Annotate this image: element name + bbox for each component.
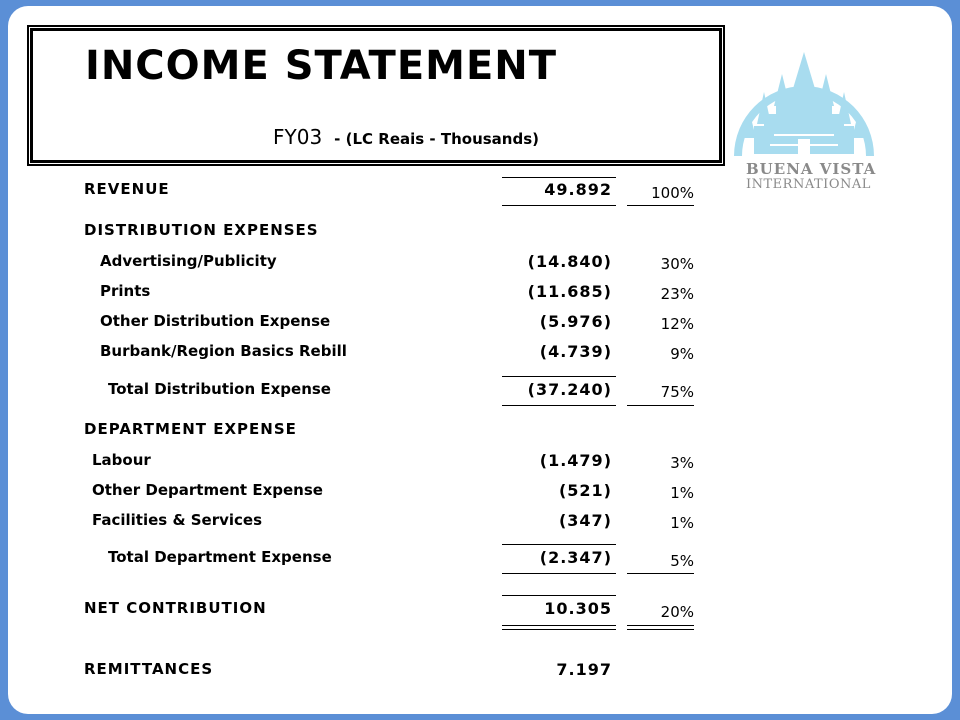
units-note: - (LC Reais - Thousands)	[334, 130, 539, 148]
row-amount-other-distribution: (5.976)	[539, 312, 612, 331]
row-amount-advertising: (14.840)	[527, 252, 612, 271]
row-amount-labour: (1.479)	[539, 451, 612, 470]
row-amount-net-contribution: 10.305	[544, 599, 612, 618]
double-rule	[627, 625, 694, 630]
row-label-total-distribution: Total Distribution Expense	[108, 380, 331, 398]
row-pct-prints: 23%	[660, 285, 694, 303]
row-label-burbank: Burbank/Region Basics Rebill	[100, 342, 347, 360]
row-pct-burbank: 9%	[670, 345, 694, 363]
rule	[627, 405, 694, 406]
row-label-other-department: Other Department Expense	[92, 481, 323, 499]
rule	[502, 544, 616, 545]
row-pct-other-department: 1%	[670, 484, 694, 502]
row-pct-revenue: 100%	[651, 184, 694, 202]
row-pct-labour: 3%	[670, 454, 694, 472]
row-amount-total-distribution: (37.240)	[527, 380, 612, 399]
row-pct-advertising: 30%	[660, 255, 694, 273]
row-label-labour: Labour	[92, 451, 151, 469]
row-amount-total-department: (2.347)	[539, 548, 612, 567]
rule	[502, 405, 616, 406]
row-label-total-department: Total Department Expense	[108, 548, 332, 566]
subtitle	[33, 125, 719, 149]
row-label-advertising: Advertising/Publicity	[100, 252, 277, 270]
logo-text-international: INTERNATIONAL	[746, 177, 871, 192]
row-label-prints: Prints	[100, 282, 151, 300]
row-amount-prints: (11.685)	[527, 282, 612, 301]
rule	[502, 177, 616, 178]
row-label-net-contribution: NET CONTRIBUTION	[84, 599, 267, 617]
rule	[502, 573, 616, 574]
row-pct-facilities: 1%	[670, 514, 694, 532]
row-amount-remittances: 7.197	[556, 660, 612, 679]
row-pct-total-distribution: 75%	[660, 383, 694, 401]
section-header-department: DEPARTMENT EXPENSE	[84, 420, 297, 438]
row-pct-other-distribution: 12%	[660, 315, 694, 333]
rule	[502, 376, 616, 377]
logo-text-buena-vista: BUENA VISTA	[746, 160, 877, 178]
row-label-other-distribution: Other Distribution Expense	[100, 312, 331, 330]
fiscal-year: FY03	[273, 125, 323, 149]
row-amount-facilities: (347)	[558, 511, 612, 530]
rule	[627, 205, 694, 206]
row-label-revenue: REVENUE	[84, 180, 170, 198]
row-pct-net-contribution: 20%	[660, 603, 694, 621]
row-amount-revenue: 49.892	[544, 180, 612, 199]
section-header-distribution: DISTRIBUTION EXPENSES	[84, 221, 319, 239]
row-pct-total-department: 5%	[670, 552, 694, 570]
row-amount-other-department: (521)	[558, 481, 612, 500]
row-amount-burbank: (4.739)	[539, 342, 612, 361]
page-title: INCOME STATEMENT	[84, 43, 558, 89]
row-label-remittances: REMITTANCES	[84, 660, 214, 678]
rule	[502, 205, 616, 206]
rule	[502, 595, 616, 596]
title-box	[30, 28, 722, 163]
row-label-facilities: Facilities & Services	[92, 511, 263, 529]
double-rule	[502, 625, 616, 630]
rule	[627, 573, 694, 574]
